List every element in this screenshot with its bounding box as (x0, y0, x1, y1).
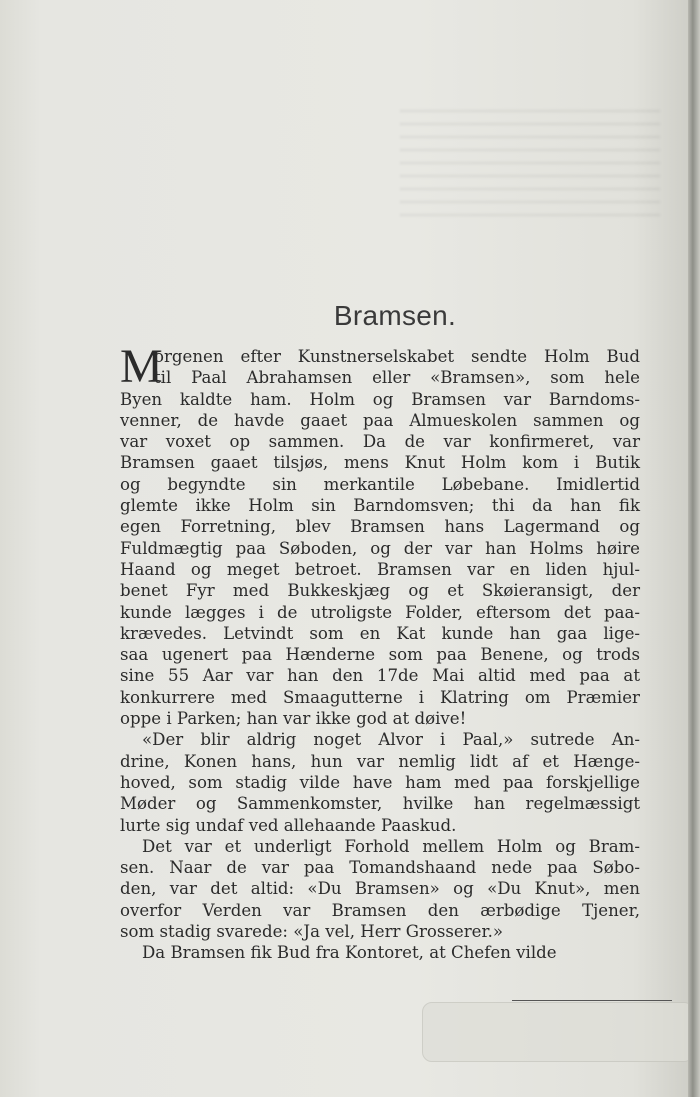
chapter-body (120, 340, 640, 964)
text-line: glemte ikke Holm sin Barndomsven; thi da han fik (120, 496, 640, 516)
library-slip-shadow (422, 1002, 694, 1062)
text-line: krævedes. Letvindt som en Kat kunde han gaa lige- (120, 623, 640, 643)
text-lines (120, 340, 640, 964)
text-line: «Der blir aldrig noget Alvor i Paal,» sutrede An- (142, 730, 640, 750)
text-line: hoved, som stadig vilde have ham med paa forskjellige (120, 772, 640, 792)
text-line: egen Forretning, blev Bramsen hans Lagermand og (120, 517, 640, 537)
text-line: Byen kaldte ham. Holm og Bramsen var Barndoms- (120, 389, 640, 409)
text-line: konkurrere med Smaagutterne i Klatring om Præmier (120, 687, 640, 707)
text-line: var voxet op sammen. Da de var konfirmeret, var (120, 432, 640, 452)
text-line: lurte sig undaf ved allehaande Paaskud. (120, 815, 457, 835)
text-line: saa ugenert paa Hænderne som paa Benene, og trods (120, 645, 640, 665)
text-line: Fuldmægtig paa Søboden, og der var han Holms høire (120, 538, 640, 558)
text-line: venner, de havde gaaet paa Almueskolen sammen og (120, 410, 640, 430)
text-line: sen. Naar de var paa Tomandshaand nede paa Søbo- (120, 858, 640, 878)
text-line: Haand og meget betroet. Bramsen var en liden hjul- (120, 559, 640, 579)
text-line: som stadig svarede: «Ja vel, Herr Grosserer.» (120, 922, 504, 942)
text-line: drine, Konen hans, hun var nemlig lidt af et Hænge- (120, 751, 640, 771)
text-line: til Paal Abrahamsen eller «Bramsen», som hele (154, 368, 640, 388)
text-line: overfor Verden var Bramsen den ærbødige Tjener, (120, 900, 640, 920)
text-line: kunde lægges i de utroligste Folder, eftersom det paa- (120, 602, 640, 622)
text-line: og begyndte sin merkantile Løbebane. Imidlertid (120, 474, 640, 494)
text-line: benet Fyr med Bukkeskjæg og et Skøieransigt, der (120, 581, 640, 601)
text-line: orgenen efter Kunstnerselskabet sendte Holm Bud (154, 347, 640, 366)
text-line: Møder og Sammenkomster, hvilke han regelmæssigt (120, 794, 640, 814)
chapter-title: Bramsen. (333, 300, 457, 331)
text-line: Det var et underligt Forhold mellem Holm og Bram- (142, 836, 640, 856)
text-line: den, var det altid: «Du Bramsen» og «Du Knut», men (120, 879, 640, 899)
drop-cap: M (120, 340, 163, 393)
text-line: Bramsen gaaet tilsjøs, mens Knut Holm kom i Butik (120, 453, 640, 473)
text-line: sine 55 Aar var han den 17de Mai altid med paa at (120, 666, 640, 686)
text-line: Da Bramsen fik Bud fra Kontoret, at Chefen vilde (142, 943, 557, 963)
page-edge-rule (512, 1000, 672, 1001)
text-line: oppe i Parken; han var ikke god at døive! (120, 709, 467, 729)
show-through-text (400, 110, 660, 220)
book-spine (688, 0, 700, 1097)
